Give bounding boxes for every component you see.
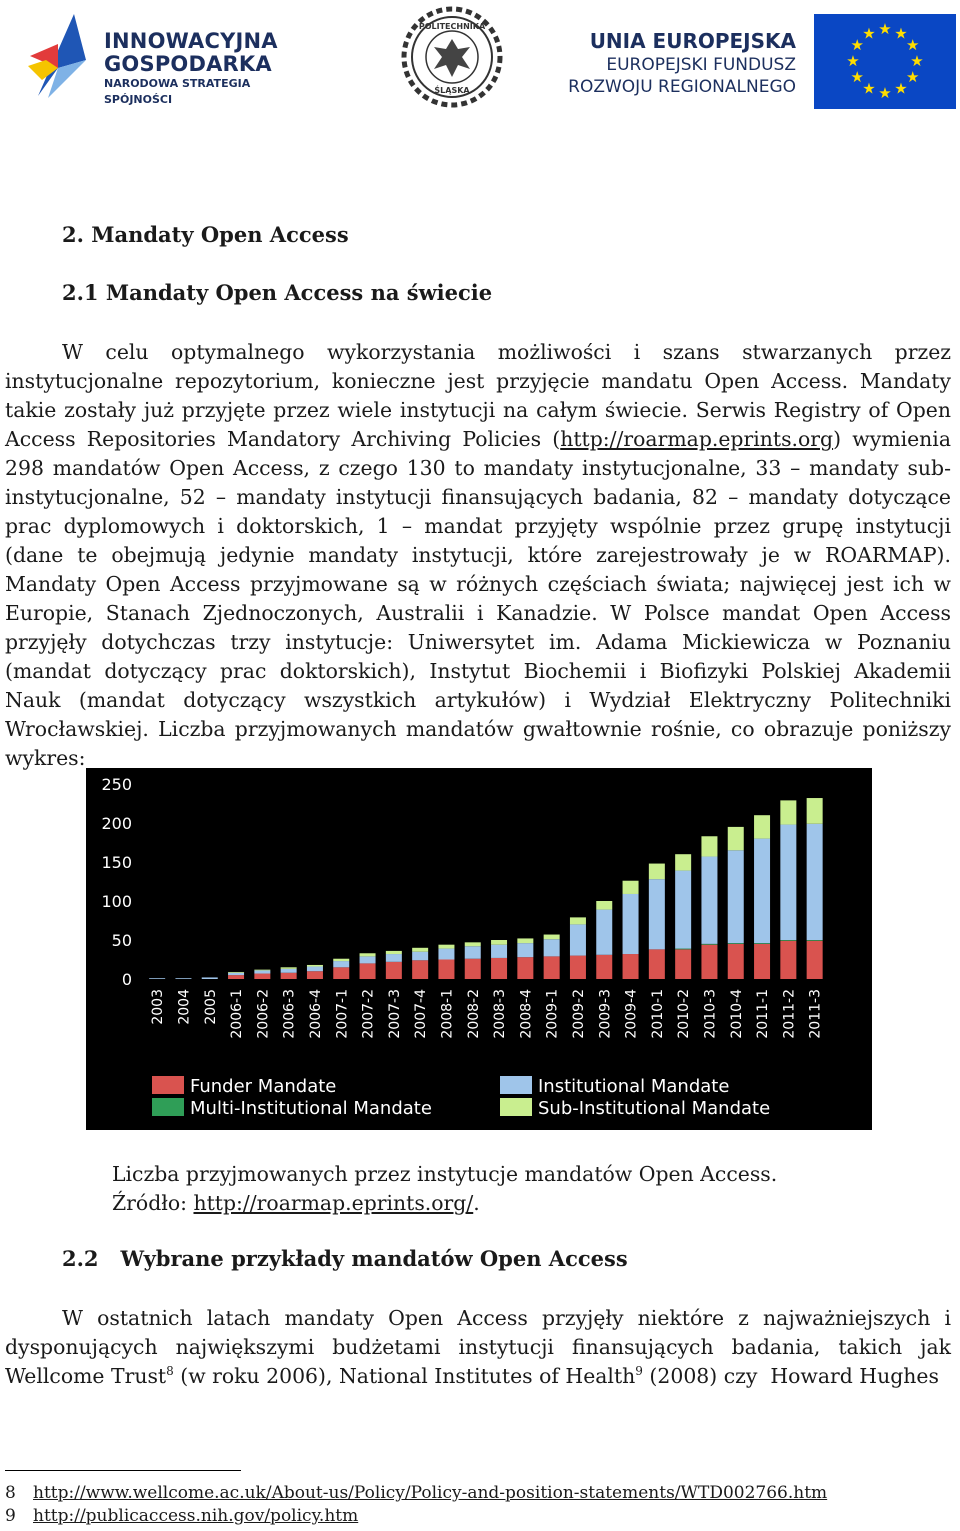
legend-swatch <box>152 1098 184 1116</box>
bar-segment <box>202 977 218 979</box>
bar-segment <box>491 940 507 945</box>
section-heading: 2. Mandaty Open Access <box>62 222 349 247</box>
eu-star-icon: ★ <box>850 36 865 54</box>
eu-star-icon: ★ <box>878 84 892 102</box>
x-tick-label: 2006-2 <box>255 989 272 1039</box>
legend-swatch <box>500 1098 532 1116</box>
bar-segment <box>544 956 560 979</box>
x-tick-label: 2006-4 <box>307 989 324 1039</box>
eu-star-icon: ★ <box>910 52 924 70</box>
bar-segment <box>412 952 428 961</box>
bar-segment <box>465 946 481 958</box>
y-tick-label: 200 <box>101 814 132 833</box>
x-tick-label: 2006-3 <box>281 989 298 1039</box>
bar-segment <box>701 944 717 945</box>
ig-star-icon <box>28 10 100 100</box>
legend-swatch <box>152 1076 184 1094</box>
x-tick-label: 2009-2 <box>570 989 587 1039</box>
x-tick-label: 2009-1 <box>544 989 561 1039</box>
p2-text-a: W ostatnich latach mandaty Open Access przyjęły niektóre z najważniejszych i dysponujących największymi budżetami instytucji finansujących badania, takich jak Wellcome Trust <box>5 1306 951 1388</box>
eu-star-icon: ★ <box>905 36 920 54</box>
x-tick-label: 2011-1 <box>755 989 772 1039</box>
politechnika-slaska-emblem <box>400 5 504 109</box>
caption-source-prefix: Źródło: <box>112 1191 194 1215</box>
caption-source-link[interactable]: http://roarmap.eprints.org/ <box>193 1191 474 1215</box>
eu-star-icon: ★ <box>878 20 892 38</box>
caption-line2 <box>112 1189 777 1218</box>
bar-segment <box>623 894 639 954</box>
footnote-number: 8 <box>5 1483 16 1503</box>
bar-segment <box>701 945 717 979</box>
ig-line1: INNOWACYJNA <box>104 29 278 53</box>
bar-segment <box>649 949 665 979</box>
bar-segment <box>491 958 507 979</box>
bar-segment <box>360 953 376 956</box>
bar-segment <box>570 956 586 979</box>
x-tick-label: 2004 <box>176 989 193 1025</box>
ue-text <box>568 28 796 98</box>
bar-segment <box>281 967 297 969</box>
ig-text <box>104 30 318 108</box>
ig-line2: GOSPODARKA <box>104 52 272 76</box>
bar-segment <box>780 941 796 979</box>
roarmap-link[interactable]: http://roarmap.eprints.org <box>560 427 834 451</box>
x-tick-label: 2011-2 <box>781 989 798 1039</box>
unia-europejska-logo <box>556 14 956 110</box>
p1-text-after: ) wymienia 298 mandatów Open Access, z czego 130 to mandaty instytucjonalne, 33 – mandaty sub-instytucjonalne, 52 – mandaty instytucji finansujących badania, 82 – mandaty dotyczące prac dyplomowych i doktorskich, 1 – mandat przyjęty wspólnie przez grupę instytucji (dane te obejmują jedynie mandaty instytucji, które zarejestrowały je w ROARMAP). Mandaty Open Access przyjmowane są w różnych częściach świata; najwięcej jest ich w Europie, Stanach Zjednoczonych, Australii i Kanadzie. W Polsce mandat Open Access przyjęły dotychczas trzy instytucje: Uniwersytet im. Adama Mickiewicza w Poznaniu (mandat dotyczący prac doktorskich), Instytut Biochemii i Biofizyki Polskiej Akademii Nauk (mandat dotyczący wszystkich artykułów) i Wydział Elektryczny Politechniki Wrocławskiej. Liczba przyjmowanych mandatów gwałtownie rośnie, co obrazuje poniższy wykres: <box>5 427 951 770</box>
eu-stars <box>814 14 956 109</box>
eu-star-icon: ★ <box>894 79 908 98</box>
bar-segment <box>412 960 428 979</box>
bar-segment <box>780 940 796 941</box>
bar-segment <box>386 962 402 979</box>
bar-segment <box>491 945 507 958</box>
bar-segment <box>570 924 586 955</box>
bar-segment <box>175 978 191 979</box>
bar-segment <box>254 974 270 979</box>
bar-segment <box>360 956 376 963</box>
chart-caption <box>112 1160 777 1218</box>
bar-segment <box>623 881 639 894</box>
bar-segment <box>570 917 586 924</box>
paragraph-mandates-world <box>5 338 951 773</box>
x-tick-label: 2007-3 <box>386 989 403 1039</box>
y-tick-label: 250 <box>101 775 132 794</box>
x-tick-label: 2006-1 <box>229 989 246 1039</box>
legend-label: Multi-Institutional Mandate <box>190 1098 432 1119</box>
bar-segment <box>438 960 454 980</box>
x-tick-label: 2005 <box>202 989 219 1025</box>
bar-segment <box>465 959 481 979</box>
bar-segment <box>754 944 770 979</box>
ue-line1: UNIA EUROPEJSKA <box>589 29 796 53</box>
bar-segment <box>307 965 323 967</box>
footnote-link[interactable]: http://www.wellcome.ac.uk/About-us/Policy/Policy-and-position-statements/WTD002766.htm <box>33 1483 828 1503</box>
bar-segment <box>807 798 823 824</box>
bar-segment <box>596 955 612 979</box>
bar-segment <box>254 970 270 971</box>
bar-segment <box>228 973 244 975</box>
bar-segment <box>333 959 349 961</box>
bar-segment <box>517 957 533 979</box>
innowacyjna-gospodarka-logo <box>28 8 318 104</box>
legend-swatch <box>500 1076 532 1094</box>
bar-segment <box>754 943 770 944</box>
bar-segment <box>649 864 665 880</box>
mandates-chart <box>86 768 872 1130</box>
emblem-top-text: POLITECHNIKA <box>418 22 486 31</box>
bar-segment <box>754 815 770 838</box>
bar-segment <box>228 972 244 973</box>
footnote-link[interactable]: http://publicaccess.nih.gov/policy.htm <box>33 1506 359 1526</box>
eu-star-icon: ★ <box>846 52 860 70</box>
subsection-heading-2-1: 2.1 Mandaty Open Access na świecie <box>62 280 493 305</box>
x-tick-label: 2007-1 <box>334 989 351 1039</box>
bar-segment <box>544 935 560 940</box>
bar-segment <box>728 827 744 850</box>
bar-segment <box>807 941 823 979</box>
x-tick-label: 2008-2 <box>465 989 482 1039</box>
bar-segment <box>517 943 533 957</box>
bar-segment <box>701 836 717 856</box>
bar-segment <box>780 800 796 824</box>
x-tick-label: 2008-3 <box>492 989 509 1039</box>
ue-line2: EUROPEJSKI FUNDUSZ <box>606 55 796 75</box>
bar-segment <box>780 825 796 940</box>
x-tick-label: 2007-4 <box>413 989 430 1039</box>
bar-segment <box>281 969 297 973</box>
bar-segment <box>623 954 639 979</box>
bar-segment <box>754 839 770 944</box>
eagle-emblem-icon <box>400 5 504 109</box>
legend-label: Institutional Mandate <box>538 1076 730 1097</box>
bar-segment <box>360 963 376 979</box>
x-tick-label: 2010-4 <box>728 989 745 1039</box>
legend-label: Sub-Institutional Mandate <box>538 1098 771 1119</box>
x-tick-label: 2008-4 <box>518 989 535 1039</box>
bar-segment <box>281 973 297 979</box>
y-tick-label: 0 <box>121 970 132 989</box>
p2-text-b: (w roku 2006), National Institutes of Health <box>173 1364 636 1388</box>
x-tick-label: 2011-3 <box>807 989 824 1039</box>
bar-segment <box>807 940 823 941</box>
subsection-heading-2-2: 2.2 Wybrane przykłady mandatów Open Access <box>62 1246 628 1271</box>
bar-segment <box>675 854 691 870</box>
bar-segment <box>517 938 533 943</box>
bar-segment <box>412 948 428 952</box>
bar-segment <box>728 850 744 943</box>
bar-segment <box>386 951 402 954</box>
bar-segment <box>149 978 165 979</box>
bar-segment <box>465 942 481 946</box>
legend-label: Funder Mandate <box>190 1076 337 1097</box>
x-tick-label: 2009-3 <box>597 989 614 1039</box>
x-tick-label: 2010-2 <box>676 989 693 1039</box>
y-tick-label: 100 <box>101 892 132 911</box>
p2-text-c: (2008) czy Howard Hughes <box>642 1364 939 1388</box>
bar-segment <box>307 971 323 979</box>
p1-text-before: W celu optymalnego wykorzystania możliwości i szans stwarzanych przez instytucjonalne repozytorium, konieczne jest przyjęcie mandatu Open Access. Mandaty takie zostały już przyjęte przez wiele instytucji na całym świecie. Serwis Registry of Open Access Repositories Mandatory Archiving Policies ( <box>5 340 951 451</box>
bar-segment <box>596 910 612 955</box>
y-tick-label: 150 <box>101 853 132 872</box>
x-tick-label: 2010-3 <box>702 989 719 1039</box>
bar-segment <box>333 961 349 967</box>
bar-segment <box>333 967 349 979</box>
bar-segment <box>228 975 244 979</box>
eu-star-icon: ★ <box>850 68 865 86</box>
eu-star-icon: ★ <box>862 79 876 98</box>
bar-segment <box>254 970 270 973</box>
bar-segment <box>701 857 717 944</box>
footnote-separator <box>5 1470 241 1471</box>
bar-segment <box>728 944 744 979</box>
x-tick-label: 2009-4 <box>623 989 640 1039</box>
x-tick-label: 2008-1 <box>439 989 456 1039</box>
eu-star-icon: ★ <box>905 68 920 86</box>
footnote-ref-8[interactable]: 8 <box>166 1364 174 1379</box>
bar-segment <box>728 943 744 944</box>
bar-segment <box>807 824 823 940</box>
bar-segment <box>438 945 454 949</box>
x-tick-label: 2010-1 <box>649 989 666 1039</box>
x-tick-label: 2003 <box>150 989 167 1025</box>
bar-segment <box>438 949 454 960</box>
bar-segment <box>596 901 612 910</box>
x-tick-label: 2007-2 <box>360 989 377 1039</box>
ue-line3: ROZWOJU REGIONALNEGO <box>568 77 796 97</box>
caption-line1: Liczba przyjmowanych przez instytucje mandatów Open Access. <box>112 1162 778 1186</box>
bar-segment <box>307 967 323 972</box>
footnote-ref-9[interactable]: 9 <box>635 1364 643 1379</box>
emblem-bottom-text: ŚLĄSKA <box>434 86 470 95</box>
bar-segment <box>544 939 560 956</box>
footnote-8 <box>5 1482 827 1504</box>
bar-segment <box>675 949 691 950</box>
ig-line3: NARODOWA STRATEGIA SPÓJNOŚCI <box>104 77 251 106</box>
eu-flag-icon <box>814 14 956 109</box>
caption-source-suffix: . <box>473 1191 480 1215</box>
bar-segment <box>649 879 665 949</box>
eu-star-icon: ★ <box>894 24 908 43</box>
bar-segment <box>675 949 691 979</box>
mandates-bar-chart <box>86 768 872 1130</box>
footnote-9 <box>5 1505 358 1527</box>
bar-segment <box>675 871 691 949</box>
eu-star-icon: ★ <box>862 24 876 43</box>
footnote-number: 9 <box>5 1506 16 1526</box>
paragraph-selected-mandates <box>5 1304 951 1391</box>
bar-segment <box>386 954 402 962</box>
y-tick-label: 50 <box>111 931 132 950</box>
